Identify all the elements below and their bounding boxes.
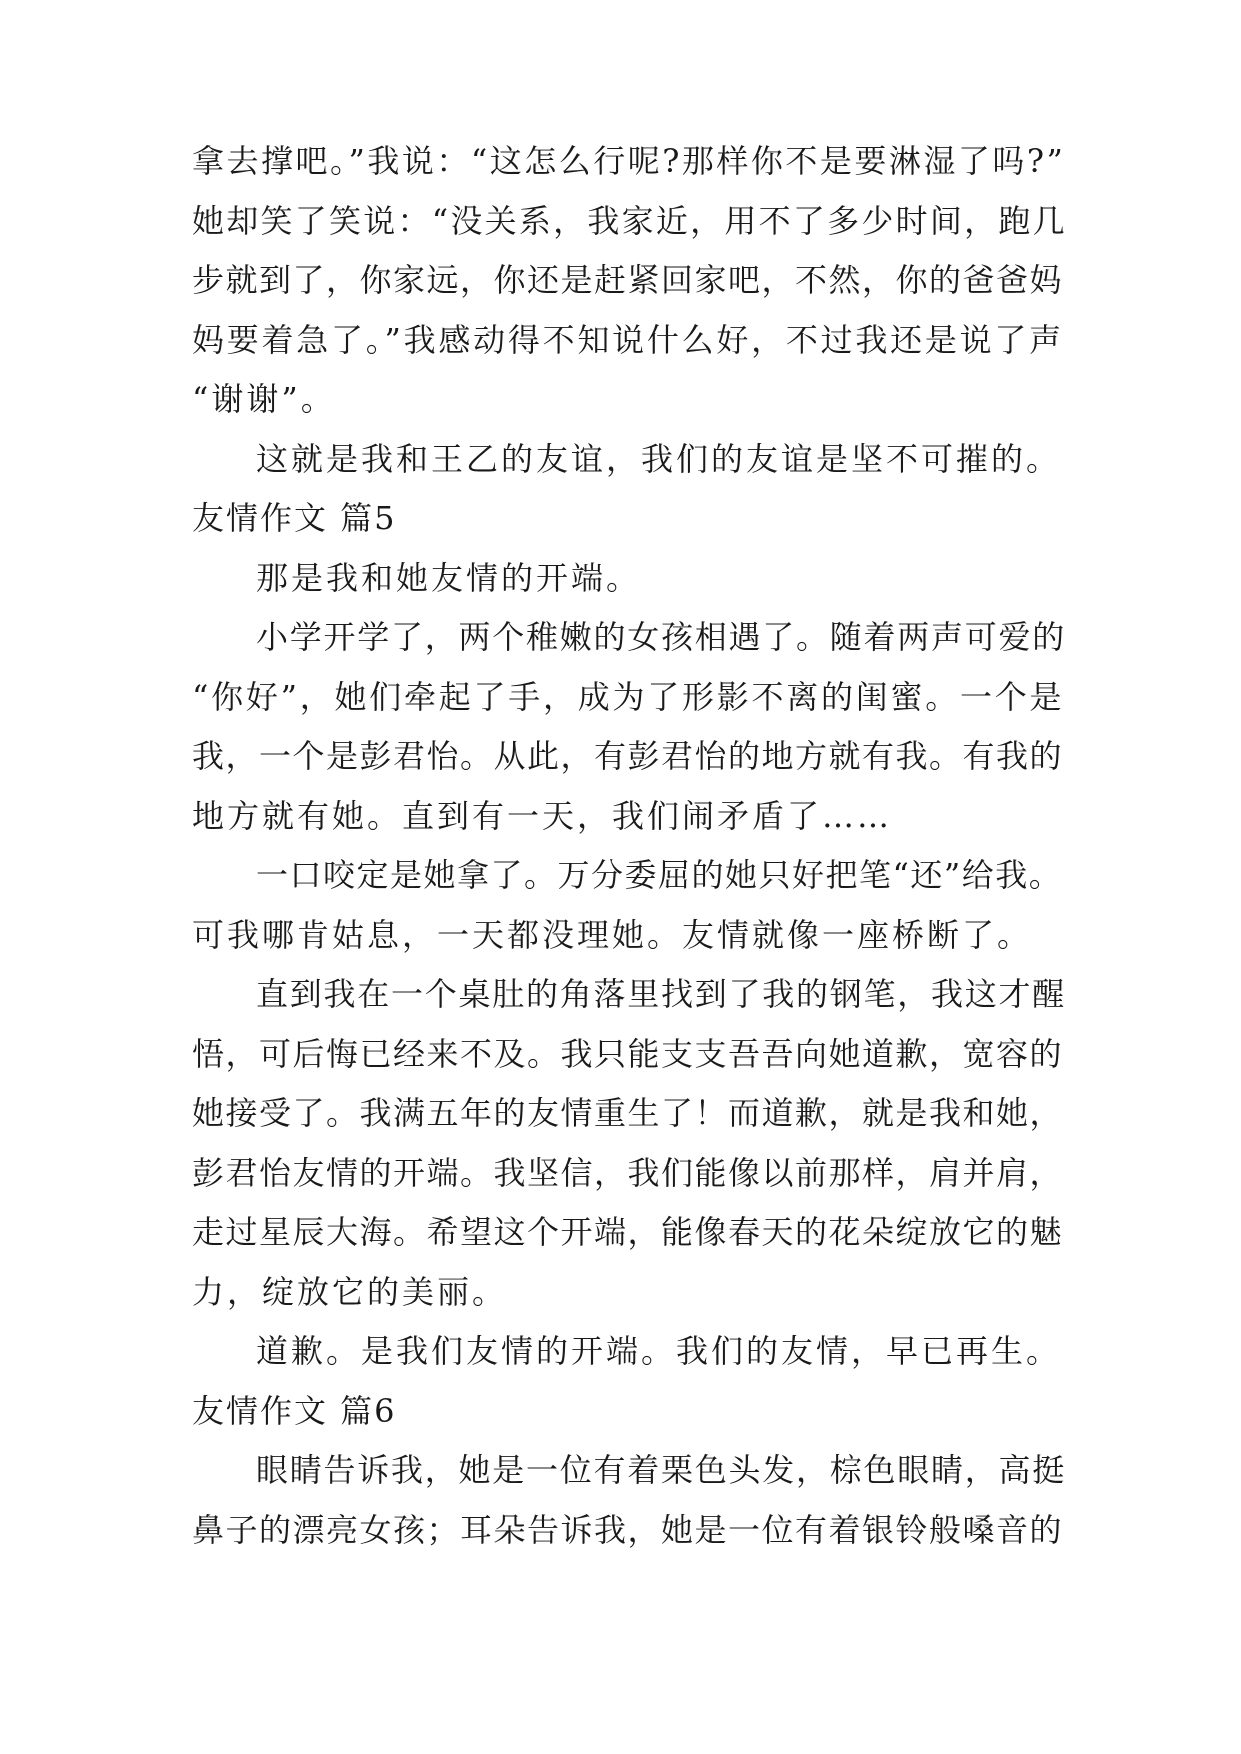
text-line: 可我哪肯姑息，一天都没理她。友情就像一座桥断了。 xyxy=(192,915,1033,954)
text-line: 她却笑了笑说：“没关系，我家近，用不了多少时间，跑几 xyxy=(192,201,1067,240)
text-line: “谢谢”。 xyxy=(192,380,336,418)
section-heading: 友情作文 篇5 xyxy=(192,499,397,537)
text-line: 她接受了。我满五年的友情重生了！而道歉，就是我和她， xyxy=(192,1094,1064,1132)
paragraph-start: 直到我在一个桌肚的角落里找到了我的钢笔，我这才醒 xyxy=(256,975,1067,1013)
paragraph-start: 道歉。是我们友情的开端。我们的友情，早已再生。 xyxy=(256,1332,1062,1370)
text-line: 拿去撑吧。”我说：“这怎么行呢?那样你不是要淋湿了吗?” xyxy=(192,142,1066,180)
text-line: 走过星辰大海。希望这个开端，能像春天的花朵绽放它的魅 xyxy=(192,1213,1064,1251)
paragraph-start: 眼睛告诉我，她是一位有着栗色头发，棕色眼睛，高挺 xyxy=(256,1451,1067,1489)
text-line: “你好”，她们牵起了手，成为了形影不离的闺蜜。一个是 xyxy=(192,677,1065,716)
paragraph-start: 一口咬定是她拿了。万分委屈的她只好把笔“还”给我。 xyxy=(256,856,1063,894)
text-line: 我，一个是彭君怡。从此，有彭君怡的地方就有我。有我的 xyxy=(192,737,1064,775)
paragraph-start: 那是我和她友情的开端。 xyxy=(256,558,642,597)
text-line: 鼻子的漂亮女孩；耳朵告诉我，她是一位有着银铃般嗓音的 xyxy=(192,1510,1064,1549)
text-line: 步就到了，你家远，你还是赶紧回家吧，不然，你的爸爸妈 xyxy=(192,261,1064,299)
text-line: 妈要着急了。”我感动得不知说什么好，不过我还是说了声 xyxy=(192,320,1064,359)
document-body xyxy=(192,132,1067,1560)
section-heading: 友情作文 篇6 xyxy=(192,1391,397,1430)
text-line: 力，绽放它的美丽。 xyxy=(192,1272,508,1311)
paragraph-start: 这就是我和王乙的友谊，我们的友谊是坚不可摧的。 xyxy=(256,439,1062,478)
text-line: 悟，可后悔已经来不及。我只能支支吾吾向她道歉，宽容的 xyxy=(192,1034,1064,1073)
text-line: 地方就有她。直到有一天，我们闹矛盾了…… xyxy=(192,796,893,835)
paragraph-start: 小学开学了，两个稚嫩的女孩相遇了。随着两声可爱的 xyxy=(256,618,1067,656)
text-line: 彭君怡友情的开端。我坚信，我们能像以前那样，肩并肩， xyxy=(192,1153,1064,1192)
